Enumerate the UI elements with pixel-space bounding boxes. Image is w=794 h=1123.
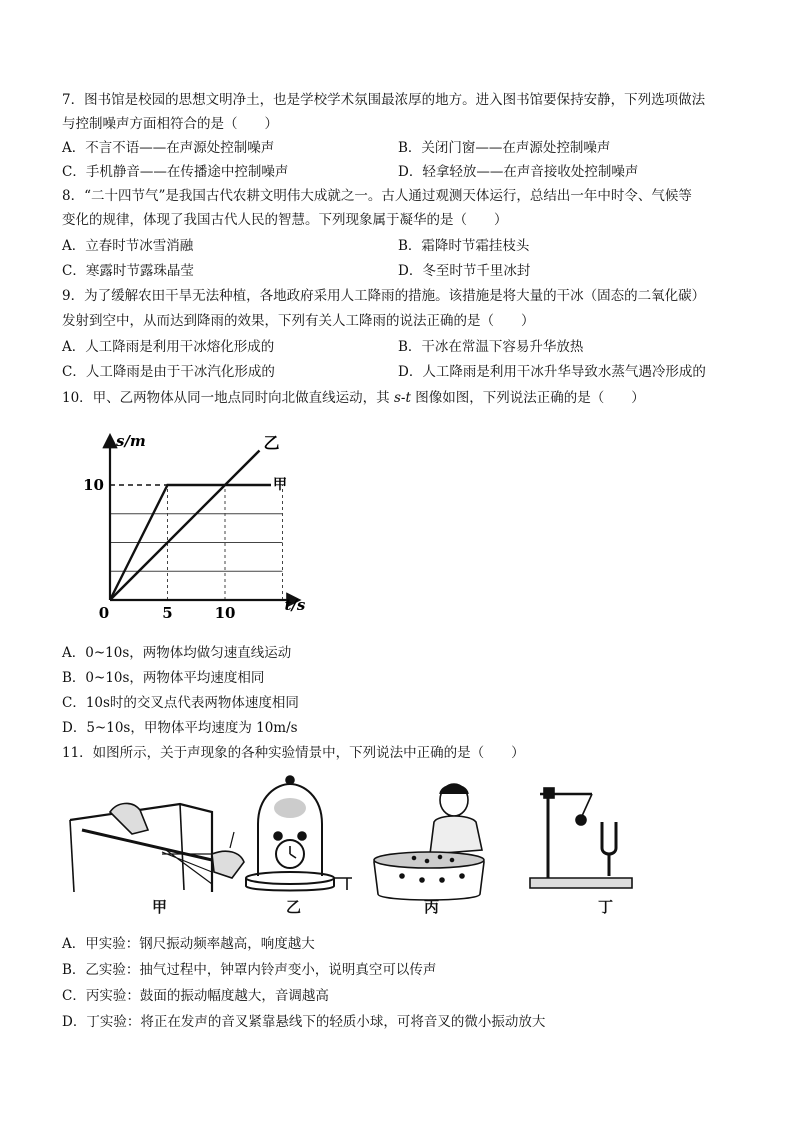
q8-option-b: B．霜降时节霜挂枝头 <box>398 238 530 254</box>
q9-option-b: B．干冰在常温下容易升华放热 <box>398 339 584 355</box>
fig-label-yi: 乙 <box>286 898 302 916</box>
q7-option-c: C．手机静音——在传播途中控制噪声 <box>62 164 289 180</box>
q8-option-a: A．立春时节冰雪消融 <box>62 238 194 254</box>
q11-option-b: B．乙实验：抽气过程中，钟罩内铃声变小，说明真空可以传声 <box>62 962 437 978</box>
q8-stem-line1: 8．“二十四节气”是我国古代农耕文明伟大成就之一。古人通过观测天体运行，总结出一年中时令、气候等 <box>62 188 692 204</box>
experiment-bing-drum <box>374 784 484 900</box>
q9-option-c: C．人工降雨是由于干冰汽化形成的 <box>62 364 275 380</box>
q7-option-d: D．轻拿轻放——在声音接收处控制噪声 <box>398 164 639 180</box>
q7-stem-line1: 7．图书馆是校园的思想文明净土，也是学校学术氛围最浓厚的地方。进入图书馆要保持安静，下列选项做法 <box>62 92 706 108</box>
q10-option-a: A．0~10s，两物体均做匀速直线运动 <box>62 645 292 661</box>
q11-stem: 11．如图所示，关于声现象的各种实验情景中，下列说法中正确的是（ ） <box>62 745 525 761</box>
q11-experiments-figure <box>62 772 652 922</box>
q7-stem-line2: 与控制噪声方面相符合的是（ ） <box>62 116 278 132</box>
q9-option-d: D．人工降雨是利用干冰升华导致水蒸气遇冷形成的 <box>398 364 706 380</box>
q7-option-a: A．不言不语——在声源处控制噪声 <box>62 140 275 156</box>
q11-option-c: C．丙实验：鼓面的振动幅度越大，音调越高 <box>62 988 329 1004</box>
y-axis-label: s/m <box>116 432 146 450</box>
q10-st-graph <box>80 428 330 618</box>
series-line-yi <box>110 451 260 601</box>
graph-grid <box>110 485 283 600</box>
q10-stem <box>62 388 645 408</box>
x-axis-label: t/s <box>284 596 306 614</box>
q10-stem-italic: s-t <box>393 390 411 406</box>
q7-option-b: B．关闭门窗——在声源处控制噪声 <box>398 140 611 156</box>
series-label-yi: 乙 <box>263 433 280 453</box>
q8-option-d: D．冬至时节千里冰封 <box>398 263 531 279</box>
fig-label-ding: 丁 <box>598 898 614 916</box>
q10-stem-after: 图像如图，下列说法正确的是（ ） <box>415 390 645 406</box>
q10-option-c: C．10s时的交叉点代表两物体速度相同 <box>62 695 299 711</box>
q10-stem-before: 10．甲、乙两物体从同一地点同时向北做直线运动，其 <box>62 390 390 406</box>
q11-option-a: A．甲实验：钢尺振动频率越高，响度越大 <box>62 936 315 952</box>
x-tick-label-5: 5 <box>162 604 173 618</box>
x-tick-label-10: 10 <box>214 604 236 618</box>
experiment-ding-tuning-fork <box>530 788 632 888</box>
q10-option-b: B．0~10s，两物体平均速度相同 <box>62 670 265 686</box>
q9-stem-line2: 发射到空中，从而达到降雨的效果，下列有关人工降雨的说法正确的是（ ） <box>62 313 535 329</box>
q9-stem-line1: 9．为了缓解农田干旱无法种植，各地政府采用人工降雨的措施。该措施是将大量的干冰（固态的二氧化碳） <box>62 288 706 304</box>
y-tick-label-10: 10 <box>83 476 104 494</box>
origin-label: 0 <box>98 604 110 618</box>
experiment-jia-ruler <box>70 803 244 892</box>
q10-option-d: D．5~10s，甲物体平均速度为 10m/s <box>62 720 298 736</box>
experiment-yi-bell-jar <box>246 776 352 891</box>
q9-option-a: A．人工降雨是利用干冰熔化形成的 <box>62 339 275 355</box>
fig-label-bing: 丙 <box>424 898 440 916</box>
series-label-jia: 甲 <box>273 477 287 493</box>
q8-stem-line2: 变化的规律，体现了我国古代人民的智慧。下列现象属于凝华的是（ ） <box>62 212 508 228</box>
q11-option-d: D．丁实验：将正在发声的音叉紧靠悬线下的轻质小球，可将音叉的微小振动放大 <box>62 1014 546 1030</box>
q8-option-c: C．寒露时节露珠晶莹 <box>62 263 194 279</box>
fig-label-jia: 甲 <box>152 898 168 916</box>
